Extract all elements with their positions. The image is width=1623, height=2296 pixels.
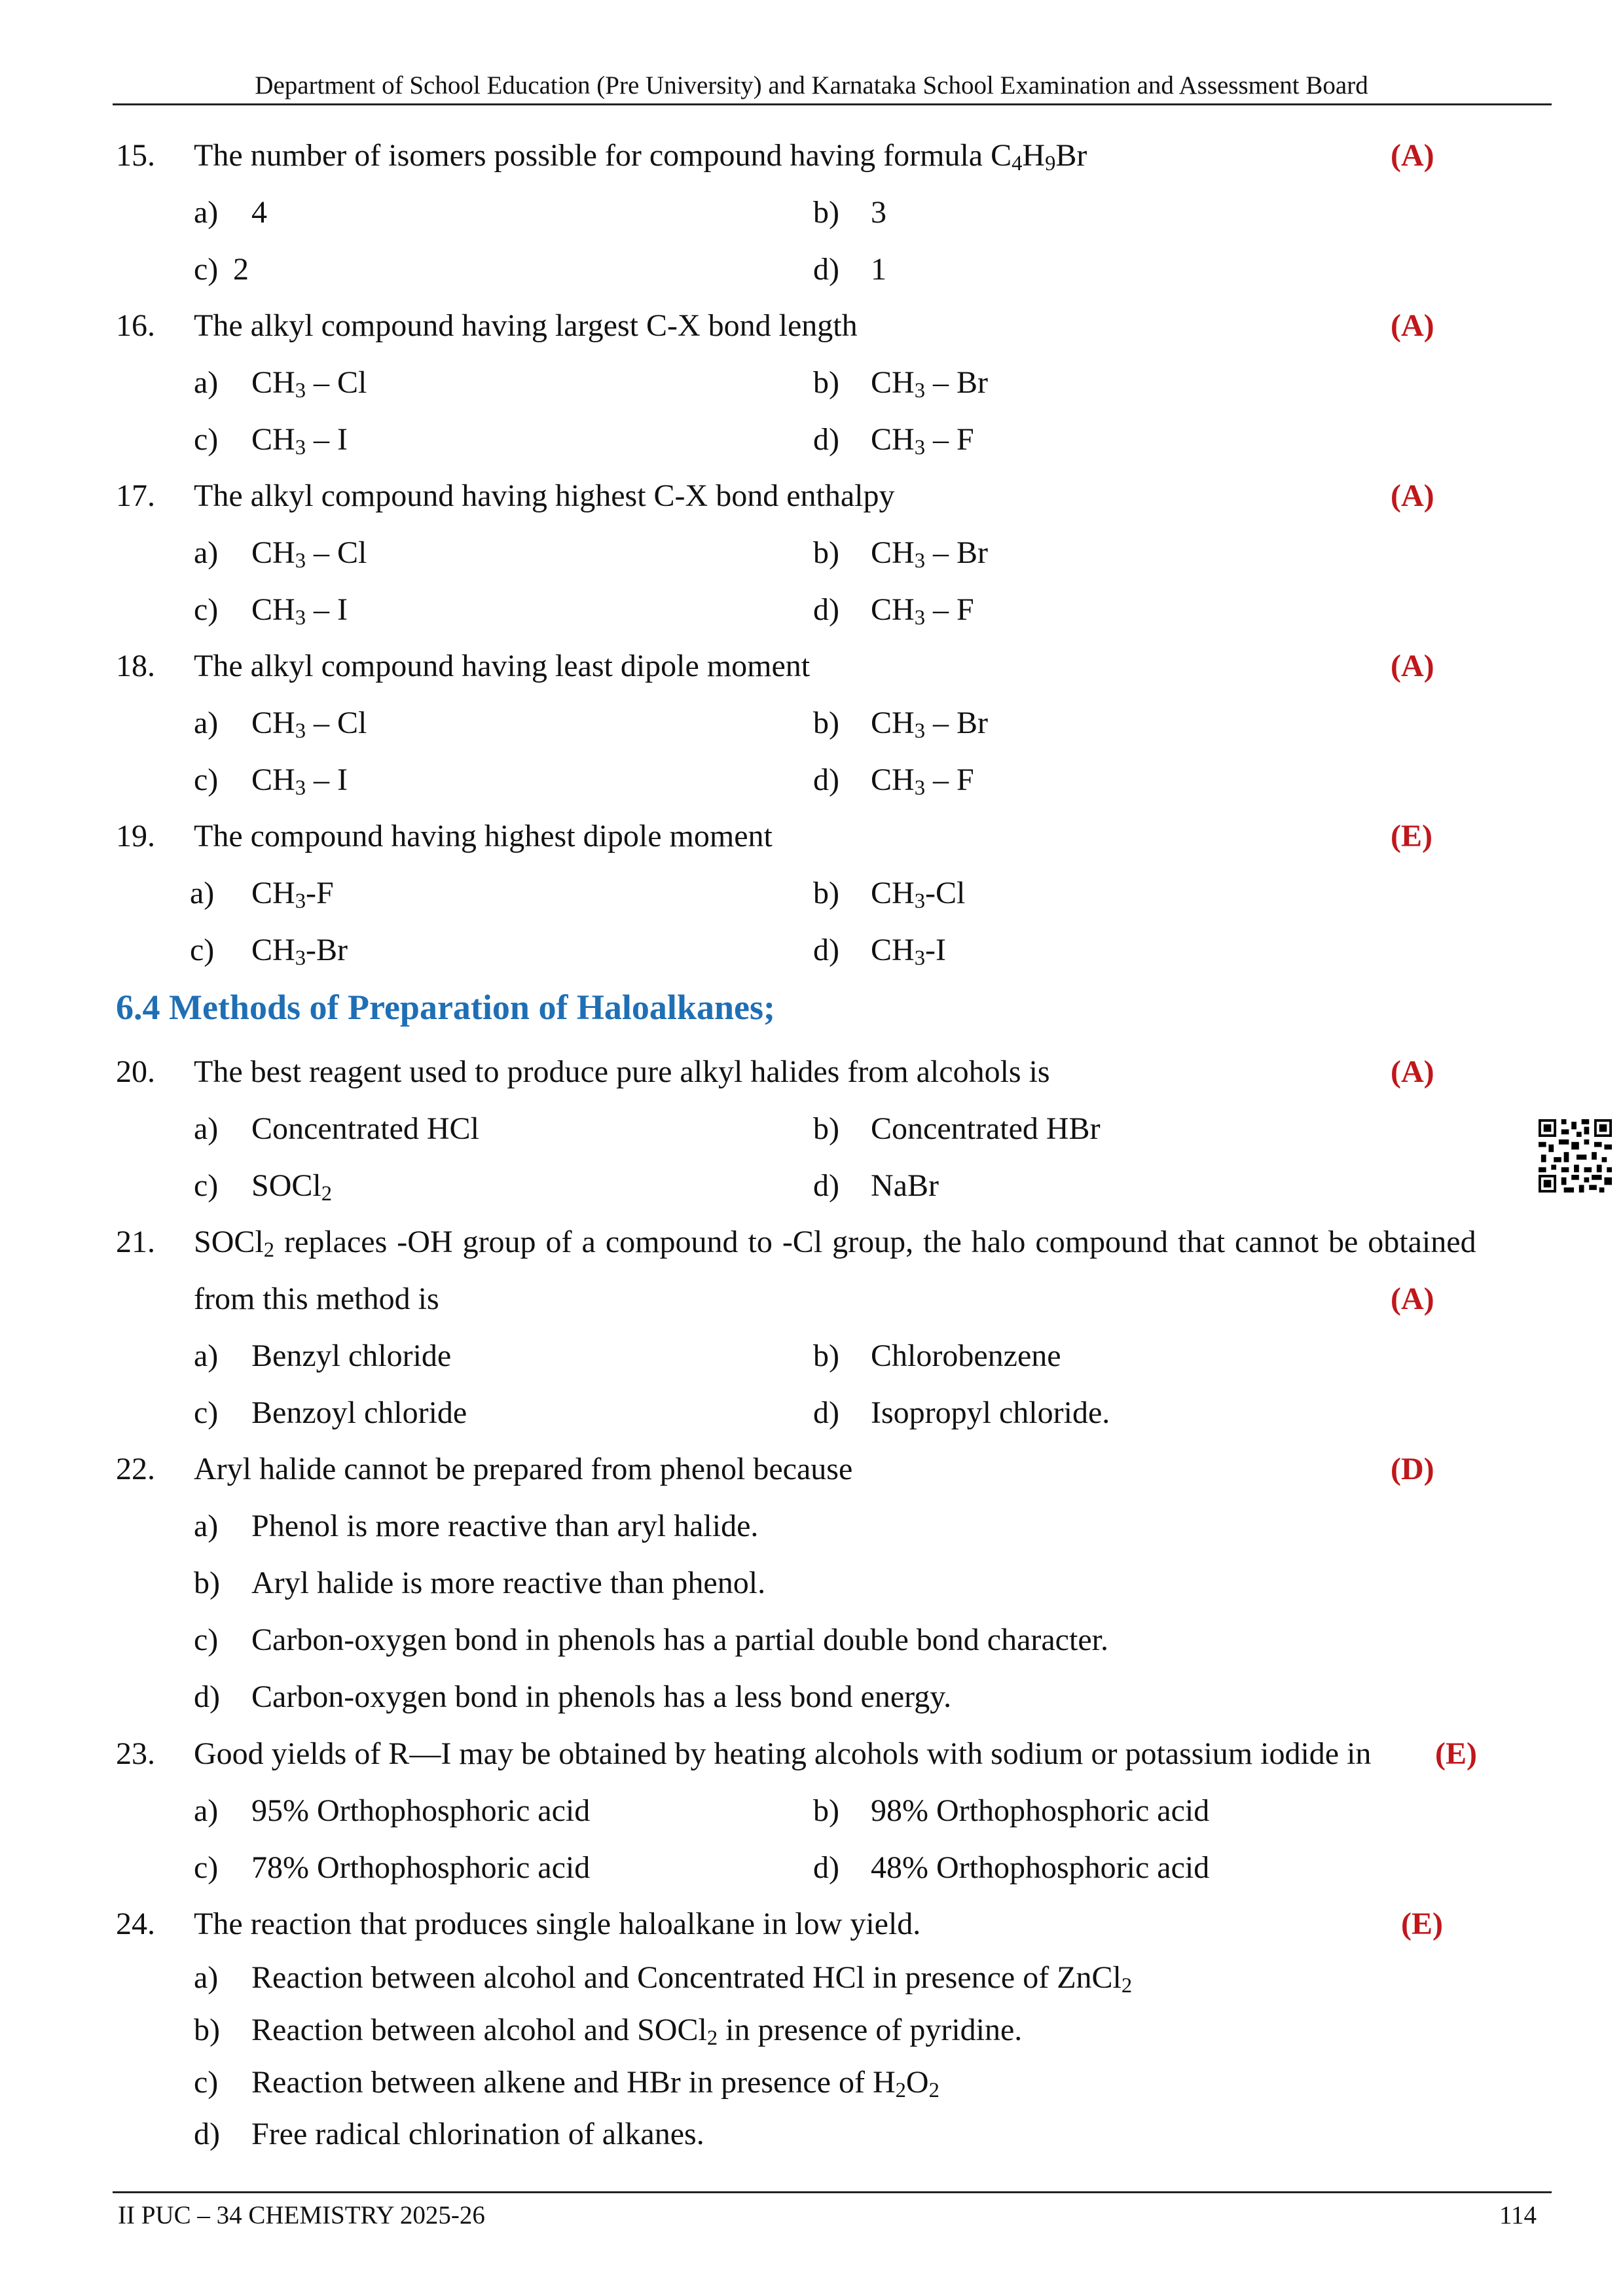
header-rule <box>113 103 1552 105</box>
option-c-text: 2 <box>233 252 249 287</box>
answer-key: (A) <box>1391 1054 1434 1089</box>
question-text: SOCl$_2$ replaces -OH group of a compound to -Cl group, the halo compound that cannot be obtained <box>194 1225 1476 1263</box>
option-b-label: b) <box>813 876 839 910</box>
question-number: 23. <box>116 1736 155 1771</box>
answer-key: (A) <box>1391 138 1434 173</box>
option-c-text: $CH_3$ – I <box>251 762 348 800</box>
option-d-text: $CH_3$ – F <box>871 422 974 460</box>
option-a-text: Phenol is more reactive than aryl halide. <box>251 1509 759 1543</box>
option-a-label: a) <box>194 1793 219 1828</box>
option-c-label: c) <box>194 422 219 457</box>
option-b-text: Concentrated HBr <box>871 1111 1101 1146</box>
option-a-label: a) <box>194 1960 219 1995</box>
answer-key: (A) <box>1391 308 1434 343</box>
question-text: Good yields of R—I may be obtained by heating alcohols with sodium or potassium iodide in <box>194 1736 1372 1771</box>
option-c-text: $CH_3-Br$ <box>251 933 348 971</box>
question-number: 21. <box>116 1225 155 1259</box>
option-a-label: a) <box>194 1111 219 1146</box>
option-c-label: c) <box>190 933 215 967</box>
option-b-label: b) <box>194 1566 220 1600</box>
option-a-label: a) <box>194 535 219 570</box>
option-d-text: Isopropyl chloride. <box>871 1395 1110 1430</box>
page-number: 114 <box>1499 2201 1537 2229</box>
option-a-text: Reaction between alcohol and Concentrated HCl in presence of ZnCl$_2$ <box>251 1960 1133 1998</box>
option-c-label: c) <box>194 2065 219 2100</box>
answer-key: (D) <box>1391 1452 1434 1486</box>
question-text: Aryl halide cannot be prepared from phenol because <box>194 1452 853 1486</box>
answer-key: (E) <box>1391 819 1432 853</box>
option-d-text: NaBr <box>871 1168 939 1203</box>
option-d-text: Carbon-oxygen bond in phenols has a less bond energy. <box>251 1679 952 1714</box>
option-b-label: b) <box>194 2013 220 2047</box>
option-a-label: a) <box>194 1338 219 1373</box>
qr-code-icon <box>1539 1119 1612 1193</box>
answer-key: (E) <box>1401 1907 1443 1941</box>
option-d-text: Free radical chlorination of alkanes. <box>251 2117 704 2151</box>
option-b-label: b) <box>813 535 839 570</box>
option-d-label: d) <box>813 422 839 457</box>
question-number: 24. <box>116 1907 155 1941</box>
option-a-text: $CH_3-F$ <box>251 876 334 914</box>
question-text: The alkyl compound having highest C-X bond enthalpy <box>194 478 895 513</box>
question-number: 22. <box>116 1452 155 1486</box>
option-a-label: a) <box>194 195 219 230</box>
option-a-label: a) <box>194 1509 219 1543</box>
option-a-label: a) <box>194 706 219 740</box>
option-d-text: $CH_3-I$ <box>871 933 946 971</box>
option-c-label: c) <box>194 1850 219 1885</box>
question-number: 16. <box>116 308 155 343</box>
option-c-label: c) <box>194 252 219 287</box>
page-header: Department of School Education (Pre University) and Karnataka School Examination and Assessment Board <box>255 71 1368 99</box>
option-d-label: d) <box>813 933 839 967</box>
footer-rule <box>113 2191 1552 2193</box>
option-d-text: 48% Orthophosphoric acid <box>871 1850 1210 1885</box>
option-d-label: d) <box>813 1168 839 1203</box>
option-a-label: a) <box>190 876 215 910</box>
option-b-text: Aryl halide is more reactive than phenol. <box>251 1566 766 1600</box>
option-d-label: d) <box>813 592 839 627</box>
option-d-text: 1 <box>871 252 886 287</box>
option-b-label: b) <box>813 706 839 740</box>
option-c-label: c) <box>194 592 219 627</box>
question-text: The number of isomers possible for compound having formula $C_4H_9Br$ <box>194 138 1087 176</box>
option-c-label: c) <box>194 1623 219 1657</box>
answer-key: (E) <box>1435 1736 1477 1771</box>
option-b-label: b) <box>813 195 839 230</box>
option-c-text: $CH_3$ – I <box>251 592 348 630</box>
question-number: 19. <box>116 819 155 853</box>
option-c-text: $CH_3$ – I <box>251 422 348 460</box>
option-a-text: $CH_3$ – Cl <box>251 365 367 403</box>
option-b-text: $CH_3$ – Br <box>871 706 988 744</box>
option-b-label: b) <box>813 1793 839 1828</box>
option-d-label: d) <box>813 252 839 287</box>
option-c-text: Benzoyl chloride <box>251 1395 467 1430</box>
answer-key: (A) <box>1391 478 1434 513</box>
option-d-label: d) <box>813 1850 839 1885</box>
question-text: The alkyl compound having largest C-X bond length <box>194 308 858 343</box>
option-c-label: c) <box>194 1395 219 1430</box>
option-a-label: a) <box>194 365 219 400</box>
question-text: The compound having highest dipole moment <box>194 819 773 853</box>
option-d-text: $CH_3$ – F <box>871 762 974 800</box>
option-d-label: d) <box>813 1395 839 1430</box>
question-text-continued: from this method is <box>194 1282 439 1316</box>
option-d-label: d) <box>194 1679 220 1714</box>
option-d-text: $CH_3$ – F <box>871 592 974 630</box>
section-heading: 6.4 Methods of Preparation of Haloalkanes; <box>116 988 775 1027</box>
question-number: 18. <box>116 649 155 683</box>
question-number: 15. <box>116 138 155 173</box>
question-text: The reaction that produces single haloalkane in low yield. <box>194 1907 921 1941</box>
option-b-label: b) <box>813 1111 839 1146</box>
option-b-label: b) <box>813 1338 839 1373</box>
option-b-text: Chlorobenzene <box>871 1338 1061 1373</box>
option-a-text: $CH_3$ – Cl <box>251 535 367 573</box>
answer-key: (A) <box>1391 649 1434 683</box>
option-c-text: Carbon-oxygen bond in phenols has a partial double bond character. <box>251 1623 1108 1657</box>
option-c-label: c) <box>194 762 219 797</box>
option-a-text: 95% Orthophosphoric acid <box>251 1793 591 1828</box>
question-number: 20. <box>116 1054 155 1089</box>
question-text: The best reagent used to produce pure alkyl halides from alcohols is <box>194 1054 1050 1089</box>
option-a-text: 4 <box>251 195 267 230</box>
answer-key: (A) <box>1391 1282 1434 1316</box>
option-b-text: Reaction between alcohol and SOCl$_2$ in presence of pyridine. <box>251 2013 1023 2051</box>
option-b-text: $CH_3-Cl$ <box>871 876 966 914</box>
option-d-label: d) <box>194 2117 220 2151</box>
option-a-text: $CH_3$ – Cl <box>251 706 367 744</box>
option-b-label: b) <box>813 365 839 400</box>
option-c-text: 78% Orthophosphoric acid <box>251 1850 591 1885</box>
question-number: 17. <box>116 478 155 513</box>
option-c-text: SOCl$_2$ <box>251 1168 333 1206</box>
option-b-text: $CH_3$ – Br <box>871 365 988 403</box>
question-text: The alkyl compound having least dipole moment <box>194 649 811 683</box>
option-a-text: Benzyl chloride <box>251 1338 452 1373</box>
option-b-text: 98% Orthophosphoric acid <box>871 1793 1210 1828</box>
option-b-text: $CH_3$ – Br <box>871 535 988 573</box>
option-c-label: c) <box>194 1168 219 1203</box>
footer-course: II PUC – 34 CHEMISTRY 2025-26 <box>118 2201 485 2229</box>
option-a-text: Concentrated HCl <box>251 1111 479 1146</box>
option-c-text: Reaction between alkene and HBr in presence of $H_2O_2$ <box>251 2065 939 2103</box>
option-b-text: 3 <box>871 195 886 230</box>
option-d-label: d) <box>813 762 839 797</box>
